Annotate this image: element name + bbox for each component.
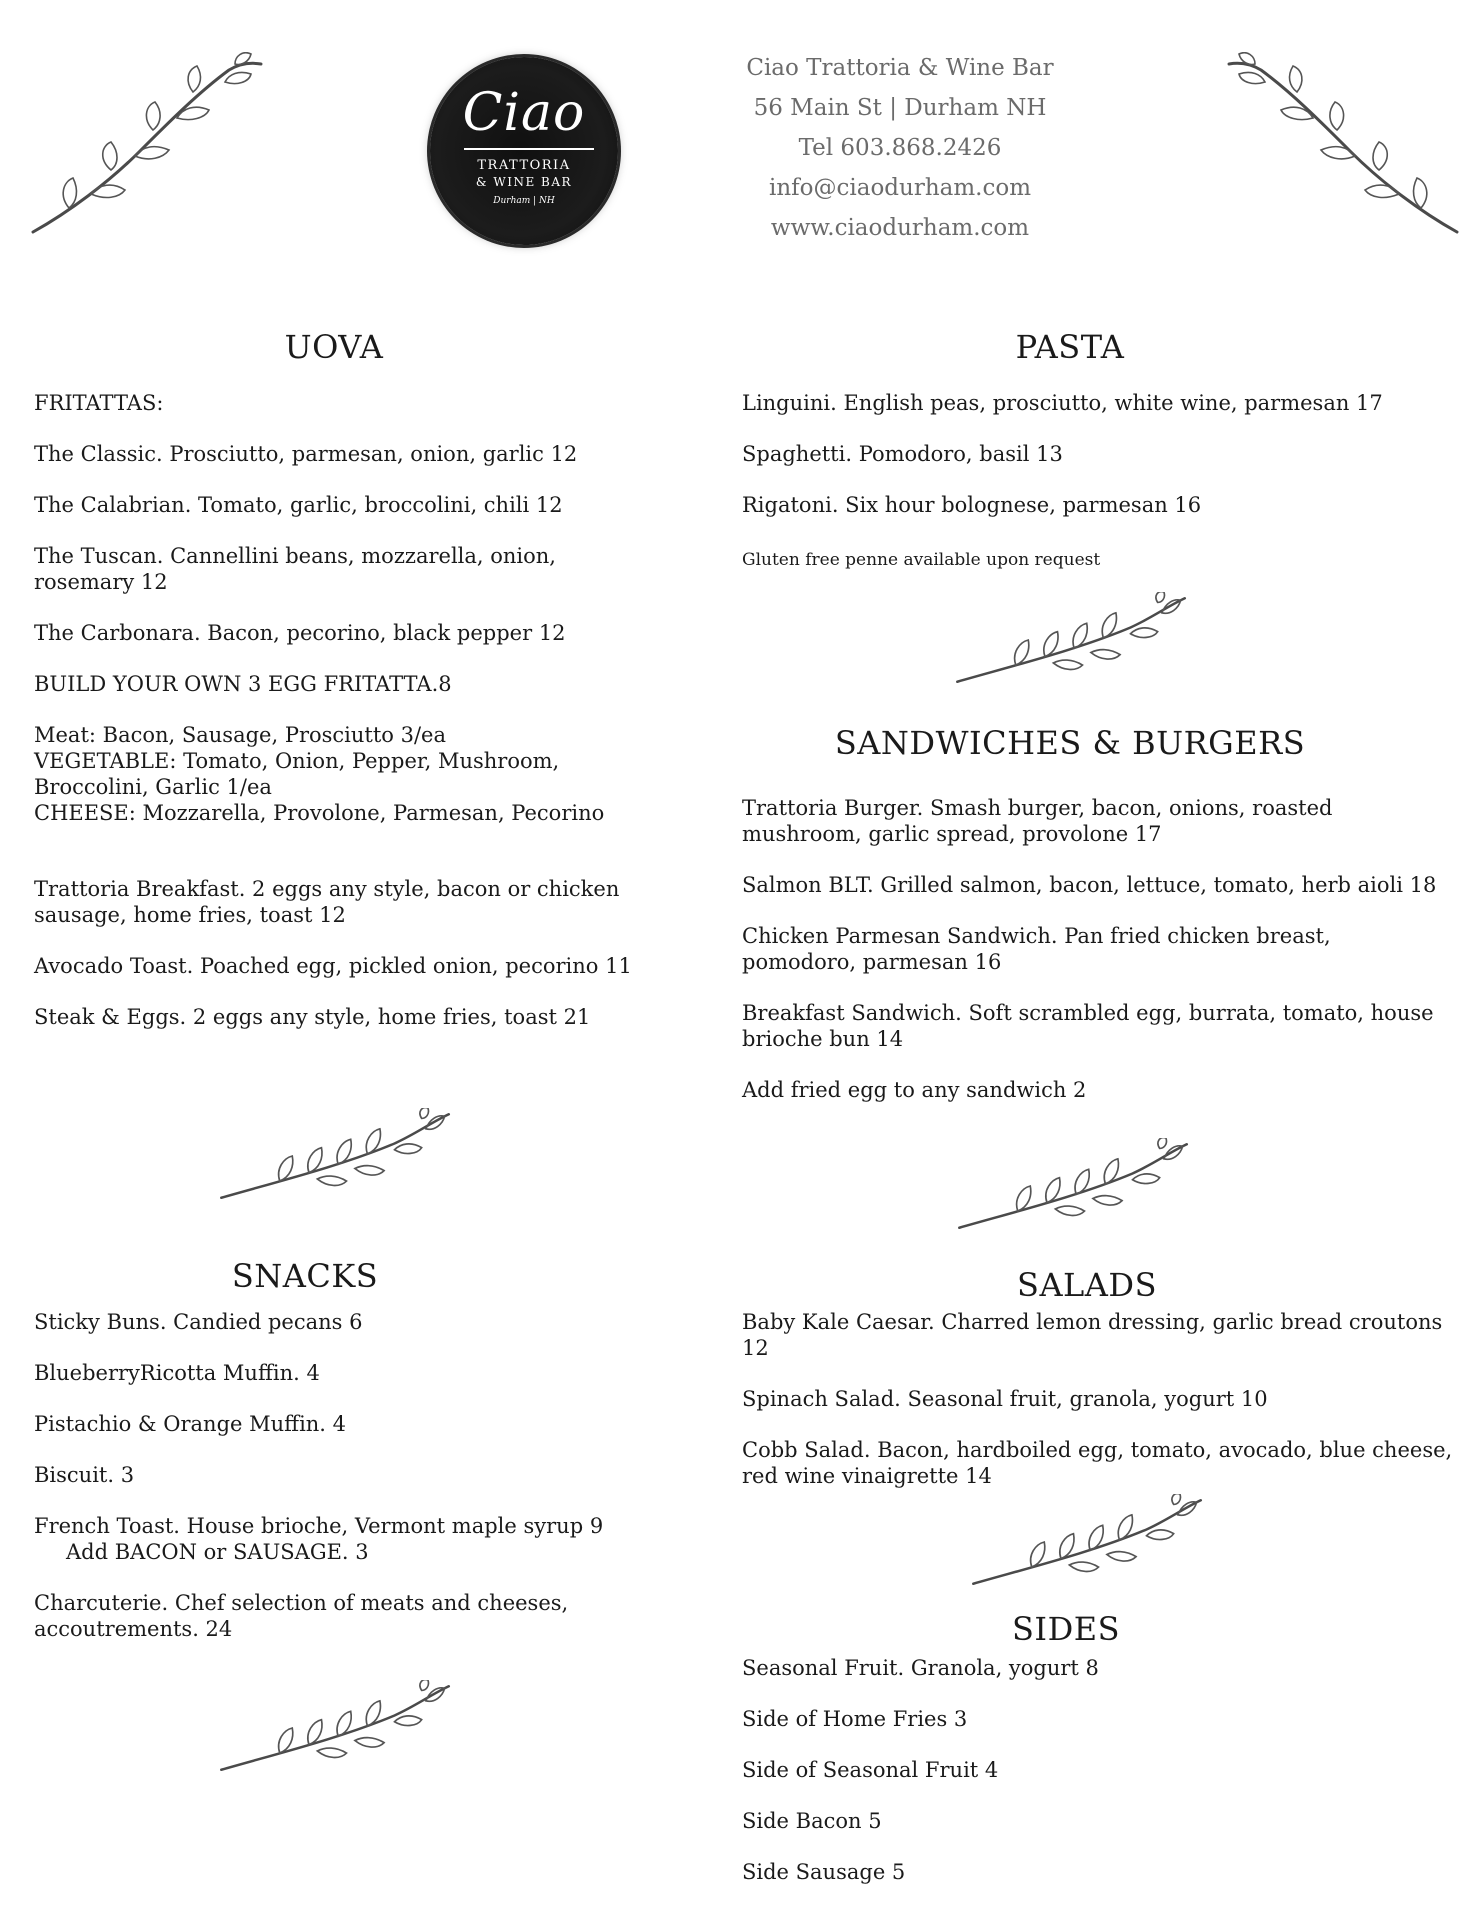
salads-item: Spinach Salad. Seasonal fruit, granola, yogurt 10 — [742, 1387, 1268, 1411]
logo-line-location: Durham | NH — [493, 196, 555, 206]
uova-item: Steak & Eggs. 2 eggs any style, home fries, toast 21 — [34, 1005, 591, 1029]
uova-item: rosemary 12 — [34, 570, 168, 594]
restaurant-name: Ciao Trattoria & Wine Bar — [746, 55, 1054, 81]
uova-item: The Tuscan. Cannellini beans, mozzarella, onion, — [34, 544, 556, 568]
sandwiches-item: Add fried egg to any sandwich 2 — [742, 1078, 1087, 1102]
sprig-divider — [950, 592, 1190, 688]
logo-rule — [464, 148, 594, 150]
sprig-top-left-decoration — [14, 52, 284, 236]
salads-item: Baby Kale Caesar. Charred lemon dressing, garlic bread croutons — [742, 1310, 1443, 1334]
sandwiches-item: brioche bun 14 — [742, 1027, 904, 1051]
snacks-heading: SNACKS — [231, 1257, 379, 1295]
uova-item: Broccolini, Garlic 1/ea — [34, 775, 272, 799]
uova-item: The Classic. Prosciutto, parmesan, onion, garlic 12 — [34, 442, 578, 466]
sides-item: Seasonal Fruit. Granola, yogurt 8 — [742, 1656, 1099, 1680]
logo-line-wine-bar: & WINE BAR — [475, 175, 573, 189]
uova-item: The Calabrian. Tomato, garlic, broccolini, chili 12 — [34, 493, 563, 517]
sandwiches-item: pomodoro, parmesan 16 — [742, 950, 1002, 974]
sprig-divider — [966, 1494, 1206, 1590]
sandwiches-item: Salmon BLT. Grilled salmon, bacon, lettuce, tomato, herb aioli 18 — [742, 873, 1437, 897]
sides-item: Side Bacon 5 — [742, 1809, 882, 1833]
logo-script: Ciao — [462, 83, 586, 143]
pasta-item: Spaghetti. Pomodoro, basil 13 — [742, 442, 1063, 466]
uova-item: BUILD YOUR OWN 3 EGG FRITATTA.8 — [34, 672, 452, 696]
snacks-addon: Add BACON or SAUSAGE. 3 — [66, 1540, 369, 1564]
uova-item: CHEESE: Mozzarella, Provolone, Parmesan, Pecorino — [34, 801, 605, 825]
contact-block — [690, 48, 1110, 248]
salads-item: 12 — [742, 1336, 769, 1360]
sandwiches-item: Breakfast Sandwich. Soft scrambled egg, burrata, tomato, house — [742, 1001, 1434, 1025]
snacks-item: accoutrements. 24 — [34, 1617, 233, 1641]
pasta-item: Linguini. English peas, prosciutto, white wine, parmesan 17 — [742, 391, 1383, 415]
uova-item: Avocado Toast. Poached egg, pickled onion, pecorino 11 — [34, 954, 632, 978]
uova-item: Trattoria Breakfast. 2 eggs any style, bacon or chicken — [34, 877, 620, 901]
uova-item: The Carbonara. Bacon, pecorino, black pepper 12 — [34, 621, 566, 645]
pasta-gluten-note: Gluten free penne available upon request — [742, 550, 1101, 570]
restaurant-address: 56 Main St | Durham NH — [753, 95, 1047, 121]
logo-line-trattoria: TRATTORIA — [477, 158, 571, 173]
uova-heading: UOVA — [284, 328, 384, 366]
snacks-item: Sticky Buns. Candied pecans 6 — [34, 1310, 363, 1334]
restaurant-email: info@ciaodurham.com — [768, 175, 1032, 201]
sides-item: Side Sausage 5 — [742, 1860, 906, 1884]
snacks-item: BlueberryRicotta Muffin. 4 — [34, 1361, 320, 1385]
snacks-item: French Toast. House brioche, Vermont maple syrup 9 — [34, 1514, 604, 1538]
snacks-item: Biscuit. 3 — [34, 1463, 135, 1487]
sides-item: Side of Home Fries 3 — [742, 1707, 968, 1731]
sides-item: Side of Seasonal Fruit 4 — [742, 1758, 999, 1782]
uova-item: Meat: Bacon, Sausage, Prosciutto 3/ea — [34, 723, 446, 747]
restaurant-phone: Tel 603.868.2426 — [798, 135, 1002, 161]
salads-item: Cobb Salad. Bacon, hardboiled egg, tomato, avocado, blue cheese, — [742, 1438, 1453, 1462]
salads-item: red wine vinaigrette 14 — [742, 1464, 992, 1488]
sandwiches-item: Chicken Parmesan Sandwich. Pan fried chicken breast, — [742, 924, 1331, 948]
sprig-divider — [214, 1680, 454, 1776]
pasta-item: Rigatoni. Six hour bolognese, parmesan 16 — [742, 493, 1202, 517]
sandwiches-heading: SANDWICHES & BURGERS — [834, 724, 1306, 762]
pasta-heading: PASTA — [1015, 328, 1125, 366]
sandwiches-item: Trattoria Burger. Smash burger, bacon, onions, roasted — [742, 796, 1333, 820]
sides-heading: SIDES — [1012, 1610, 1120, 1648]
restaurant-logo — [430, 57, 618, 245]
sprig-divider — [214, 1108, 454, 1204]
snacks-item: Pistachio & Orange Muffin. 4 — [34, 1412, 347, 1436]
uova-item: VEGETABLE: Tomato, Onion, Pepper, Mushroom, — [34, 749, 560, 773]
sprig-top-right-decoration — [1206, 52, 1476, 236]
restaurant-website: www.ciaodurham.com — [770, 215, 1030, 241]
uova-item: FRITATTAS: — [34, 391, 164, 415]
uova-item: sausage, home fries, toast 12 — [34, 903, 346, 927]
salads-heading: SALADS — [1017, 1266, 1157, 1304]
sandwiches-item: mushroom, garlic spread, provolone 17 — [742, 822, 1162, 846]
sprig-divider — [952, 1138, 1192, 1234]
snacks-item: Charcuterie. Chef selection of meats and cheeses, — [34, 1591, 569, 1615]
